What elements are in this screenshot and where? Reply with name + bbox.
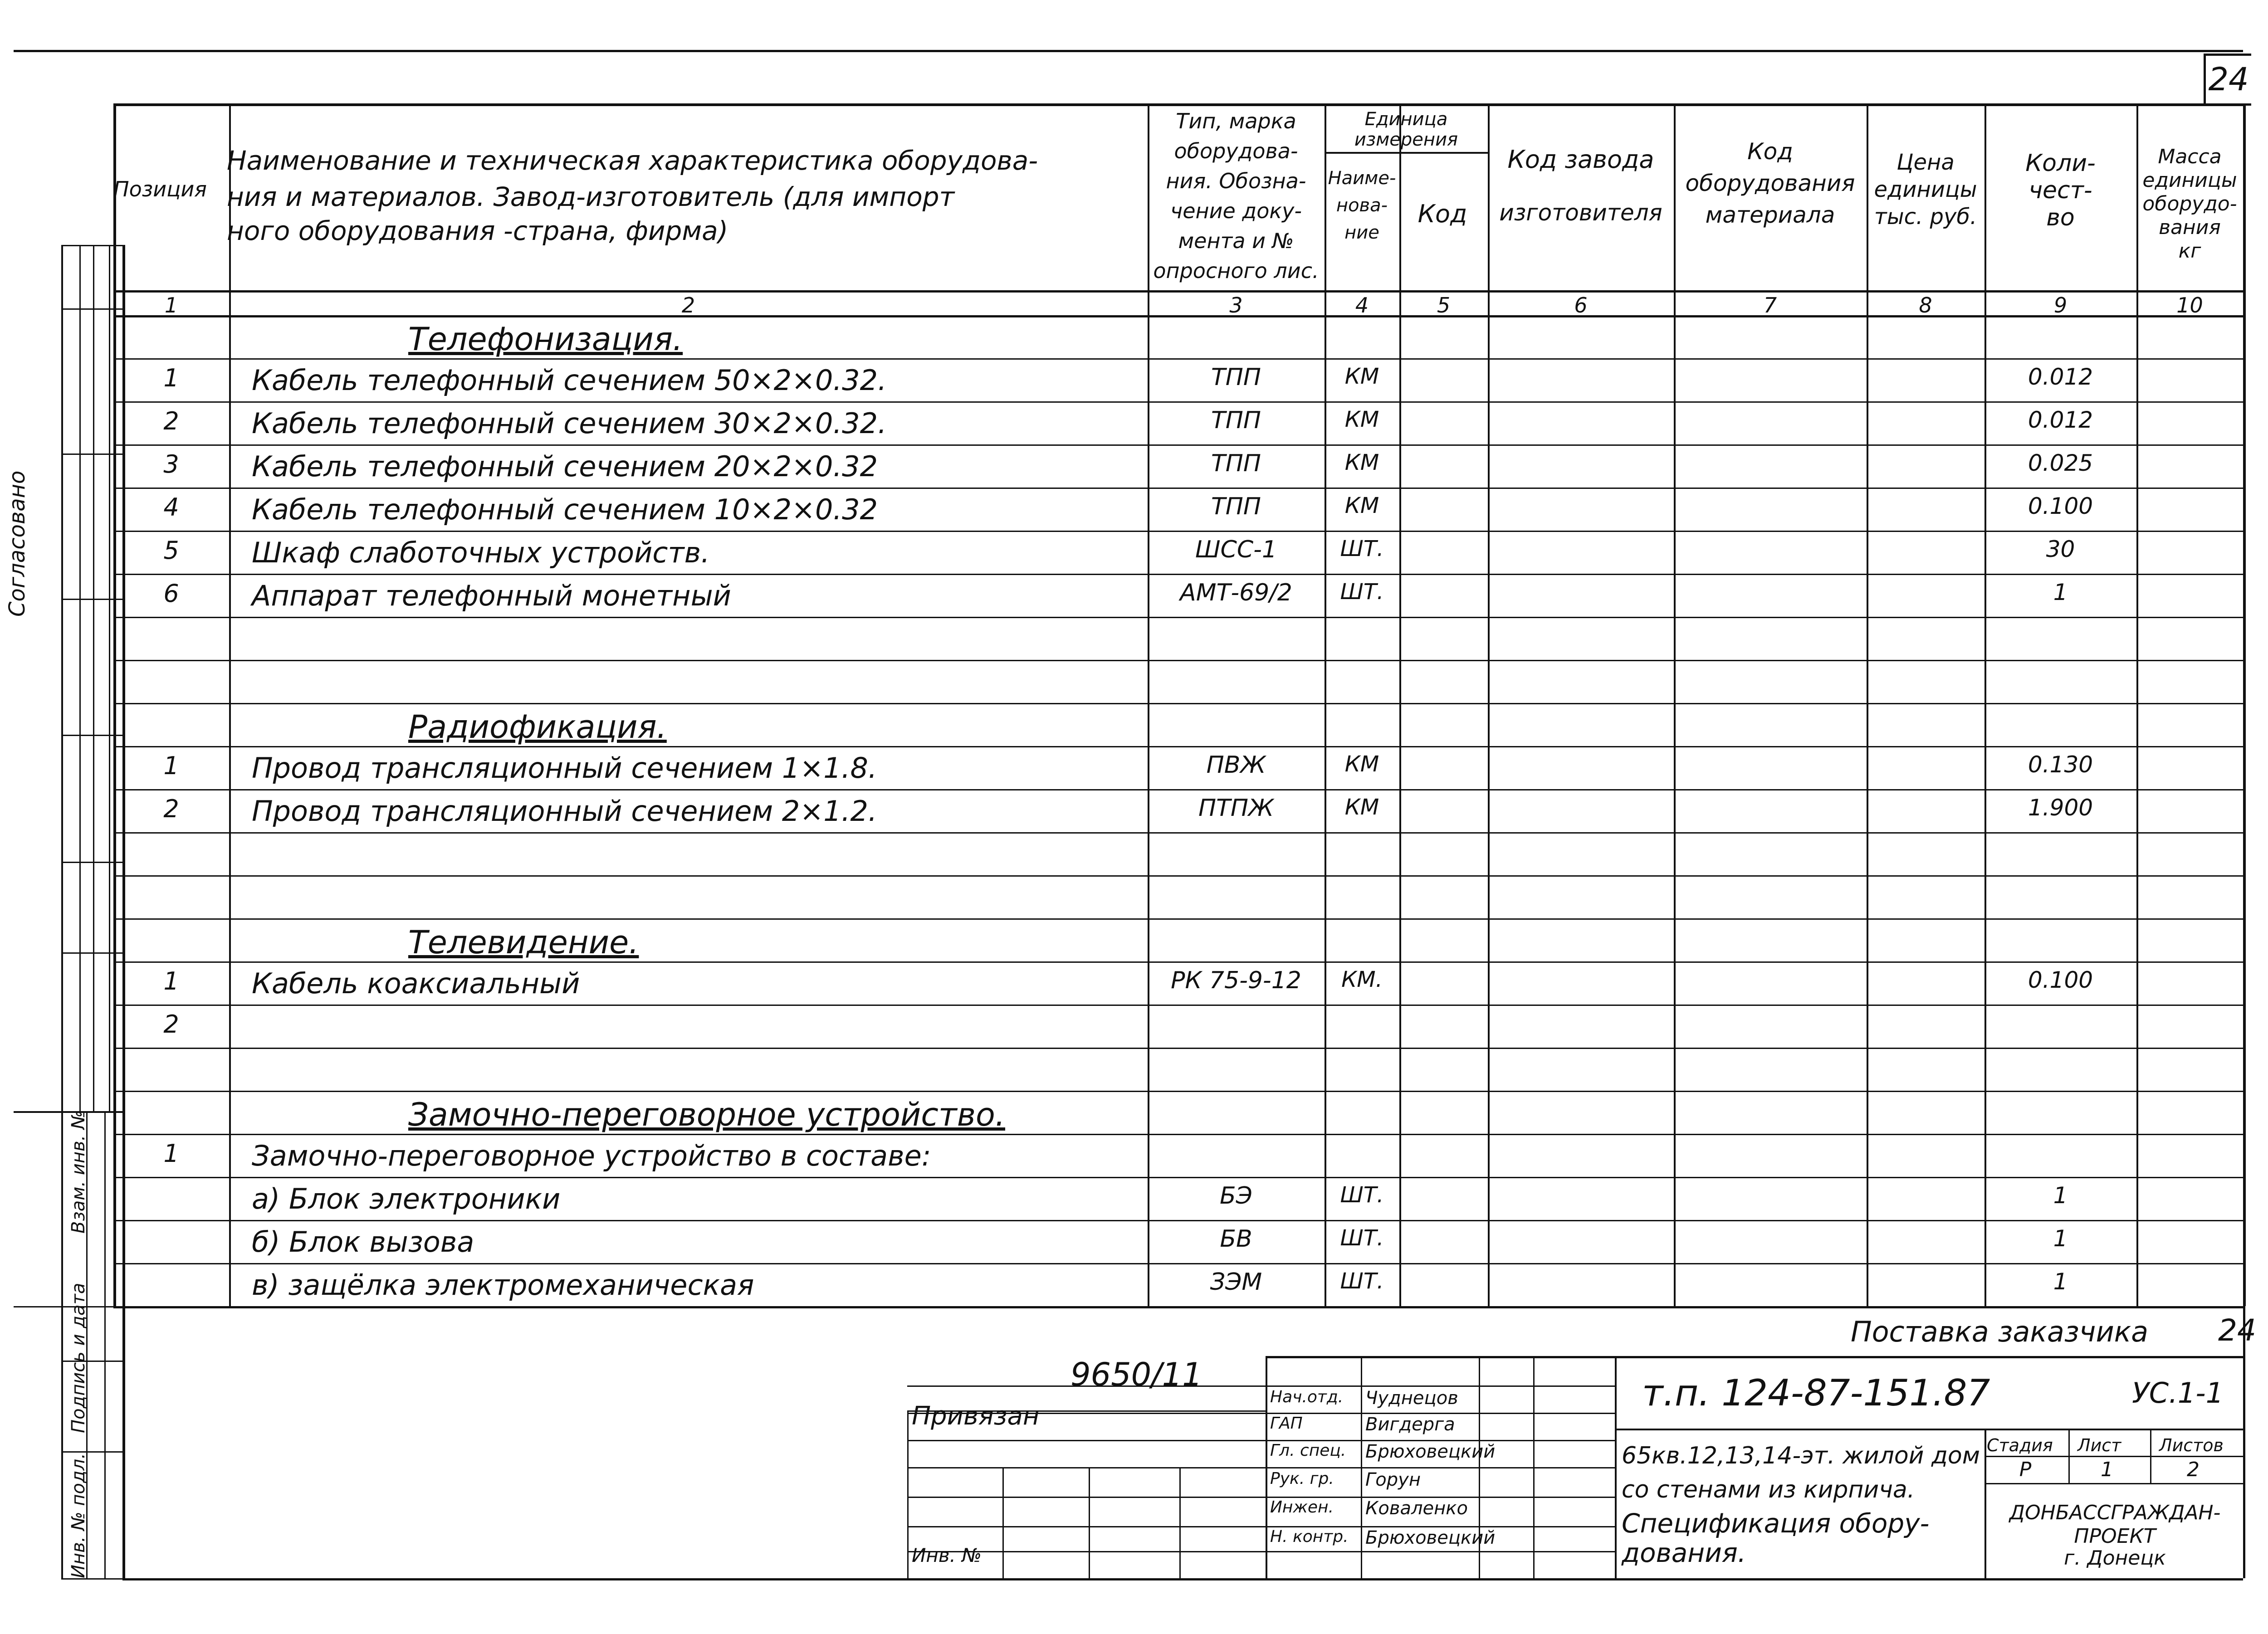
stamp-role: ГАП	[1270, 1414, 1303, 1433]
row-type: ТПП	[1211, 450, 1261, 477]
stamp-role: Гл. спец.	[1270, 1441, 1346, 1460]
row-unit: ШТ.	[1340, 1268, 1384, 1294]
row-name: б) Блок вызова	[252, 1225, 474, 1258]
column-number: 2	[681, 293, 695, 317]
row-type: АМТ-69/2	[1180, 579, 1292, 606]
row-name: Кабель коаксиальный	[252, 967, 580, 1000]
column-number: 3	[1229, 293, 1243, 317]
header-type-line-3: ния. Обозна-	[1166, 169, 1306, 193]
row-position: 1	[163, 364, 179, 392]
stamp-name: Вигдерга	[1365, 1414, 1455, 1435]
page-number: 24	[2204, 54, 2251, 106]
stage-value: Р	[2019, 1458, 2032, 1481]
column-number: 6	[1574, 293, 1588, 317]
row-type: ЗЭМ	[1210, 1268, 1262, 1296]
side-stamp-inv: Инв. № подл.	[68, 1453, 89, 1578]
row-unit: КМ	[1344, 364, 1379, 389]
row-position: 3	[163, 450, 179, 478]
side-label-agreed: Согласовано	[5, 470, 30, 617]
row-name: Кабель телефонный сечением 50×2×0.32.	[252, 364, 887, 397]
row-qty: 0.100	[2028, 967, 2093, 993]
row-qty: 0.130	[2028, 751, 2093, 778]
row-position: 5	[163, 536, 179, 565]
header-type-line-5: мента и №	[1178, 229, 1294, 253]
header-unit-2: измерения	[1354, 129, 1458, 150]
row-qty: 1	[2053, 579, 2068, 605]
header-name-2: ния и материалов. Завод-изготовитель (для импорт	[227, 181, 955, 212]
row-unit: ШТ.	[1340, 1182, 1384, 1208]
row-unit: КМ	[1344, 795, 1379, 820]
row-qty: 0.100	[2028, 493, 2093, 519]
row-qty: 1.900	[2028, 795, 2093, 821]
header-factory-2: изготовителя	[1499, 200, 1662, 226]
row-position: 1	[163, 967, 179, 995]
doc-code: т.п. 124-87-151.87	[1642, 1372, 1990, 1414]
doc-title-1: 65кв.12,13,14-эт. жилой дом	[1622, 1442, 1980, 1469]
row-qty: 1	[2053, 1268, 2068, 1295]
row-position: 4	[163, 493, 179, 522]
org-2: ПРОЕКТ	[2074, 1525, 2156, 1548]
row-unit: КМ.	[1341, 967, 1383, 992]
row-unit: КМ	[1344, 450, 1379, 475]
header-name-3: ного оборудования -страна, фирма)	[227, 215, 728, 246]
row-name: Провод трансляционный сечением 2×1.2.	[252, 795, 877, 828]
header-material-line-2: оборудования	[1685, 170, 1855, 196]
sheets-value: 2	[2187, 1458, 2200, 1481]
header-unit-name-line-3: ние	[1344, 222, 1379, 243]
header-price-line-2: единицы	[1874, 177, 1977, 202]
header-mass-line-3: оборудо-	[2142, 192, 2237, 215]
row-qty: 1	[2053, 1225, 2068, 1252]
stamp-name: Брюховецкий	[1365, 1527, 1496, 1548]
stamp-role: Н. контр.	[1270, 1527, 1349, 1546]
row-type: РК 75-9-12	[1171, 967, 1301, 994]
header-name-1: Наименование и техническая характеристика оборудова-	[227, 145, 1038, 176]
row-name: Аппарат телефонный монетный	[252, 579, 731, 612]
row-type: ШСС-1	[1195, 536, 1277, 563]
header-mass-line-2: единицы	[2142, 169, 2237, 192]
row-position: 2	[163, 1010, 179, 1039]
header-pos: Позиция	[113, 177, 207, 201]
header-material-line-1: Код	[1747, 138, 1793, 165]
column-number: 7	[1763, 293, 1777, 317]
row-name: в) защёлка электромеханическая	[252, 1268, 754, 1302]
sheet-label: Лист	[2077, 1435, 2121, 1455]
stamp-name: Горун	[1365, 1469, 1421, 1490]
header-qty-line-3: во	[2046, 204, 2075, 231]
org-1: ДОНБАССГРАЖДАН-	[2009, 1501, 2221, 1524]
row-unit: КМ	[1344, 751, 1379, 777]
row-position: 6	[163, 579, 179, 608]
org-3: г. Донецк	[2064, 1546, 2166, 1570]
row-type: ПВЖ	[1206, 751, 1266, 779]
supply-note: Поставка заказчика	[1851, 1315, 2149, 1348]
column-number: 9	[2053, 293, 2068, 317]
sheets-label: Листов	[2159, 1435, 2224, 1455]
row-position: 1	[163, 1139, 179, 1168]
header-qty-line-1: Коли-	[2025, 150, 2096, 177]
supply-number: 24	[2218, 1313, 2256, 1348]
row-type: ТПП	[1211, 407, 1261, 434]
header-type-line-2: оборудова-	[1174, 139, 1298, 163]
row-type: ТПП	[1211, 364, 1261, 391]
header-qty-line-2: чест-	[2028, 177, 2092, 204]
header-mass-line-1: Масса	[2158, 145, 2222, 168]
row-qty: 1	[2053, 1182, 2068, 1209]
header-price-line-1: Цена	[1897, 150, 1955, 175]
stamp-role: Инжен.	[1270, 1498, 1334, 1517]
row-name: Кабель телефонный сечением 10×2×0.32	[252, 493, 878, 526]
doc-title-3: Спецификация обору-	[1622, 1508, 1930, 1539]
row-unit: ШТ.	[1340, 579, 1384, 605]
stage-label: Стадия	[1987, 1435, 2053, 1455]
row-qty: 30	[2046, 536, 2075, 562]
doc-title-4: дования.	[1622, 1537, 1746, 1568]
stamp-name: Брюховецкий	[1365, 1441, 1496, 1462]
header-mass-line-5: кг	[2178, 239, 2201, 263]
row-name: Провод трансляционный сечением 1×1.8.	[252, 751, 877, 785]
row-type: БВ	[1220, 1225, 1252, 1253]
column-number: 4	[1355, 293, 1369, 317]
header-type-line-4: чение доку-	[1170, 199, 1302, 223]
doc-mark: УС.1-1	[2132, 1376, 2224, 1410]
stamp-role: Нач.отд.	[1270, 1388, 1344, 1406]
column-number: 5	[1437, 293, 1451, 317]
row-type: ПТПЖ	[1198, 795, 1274, 822]
row-position: 1	[163, 751, 179, 780]
column-number: 1	[164, 293, 178, 317]
sheet-value: 1	[2101, 1458, 2113, 1481]
side-stamp-replace: Взам. инв. №	[68, 1110, 89, 1234]
stamp-inv: Инв. №	[912, 1544, 982, 1566]
column-number: 10	[2176, 293, 2203, 317]
row-unit: ШТ.	[1340, 536, 1384, 561]
row-name: Замочно-переговорное устройство в составе:	[252, 1139, 931, 1172]
header-unit-1: Единица	[1364, 109, 1448, 130]
header-material-line-3: материала	[1705, 202, 1835, 228]
header-type-line-6: опросного лис.	[1153, 259, 1319, 283]
section-title: Радиофикация.	[408, 708, 667, 746]
header-factory-1: Код завода	[1507, 145, 1654, 174]
row-unit: ШТ.	[1340, 1225, 1384, 1251]
section-title: Телевидение.	[408, 924, 639, 961]
header-unit-name-line-2: нова-	[1336, 195, 1388, 216]
row-position: 2	[163, 795, 179, 823]
header-price-line-3: тыс. руб.	[1874, 204, 1977, 229]
row-qty: 0.012	[2028, 407, 2093, 433]
header-unit-code: Код	[1418, 200, 1467, 228]
stamp-role: Рук. гр.	[1270, 1469, 1334, 1488]
section-title: Телефонизация.	[408, 321, 683, 358]
row-unit: КМ	[1344, 493, 1379, 518]
stamp-number: 9650/11	[1070, 1356, 1202, 1393]
row-qty: 0.012	[2028, 364, 2093, 390]
row-name: Кабель телефонный сечением 30×2×0.32.	[252, 407, 887, 440]
column-number: 8	[1919, 293, 1932, 317]
row-type: БЭ	[1220, 1182, 1252, 1210]
header-type-line-1: Тип, марка	[1176, 109, 1296, 133]
header-mass-line-4: вания	[2159, 216, 2221, 239]
doc-title-2: со стенами из кирпича.	[1622, 1476, 1915, 1503]
row-position: 2	[163, 407, 179, 435]
header-unit-name-line-1: Наиме-	[1328, 168, 1396, 189]
stamp-privyazan: Привязан	[912, 1401, 1040, 1431]
row-qty: 0.025	[2028, 450, 2093, 476]
section-title: Замочно-переговорное устройство.	[408, 1096, 1006, 1133]
side-stamp-sign: Подпись и дата	[68, 1283, 89, 1433]
row-unit: КМ	[1344, 407, 1379, 432]
row-name: а) Блок электроники	[252, 1182, 561, 1215]
row-name: Шкаф слаботочных устройств.	[252, 536, 710, 569]
stamp-name: Чуднецов	[1365, 1388, 1458, 1409]
stamp-name: Коваленко	[1365, 1498, 1468, 1519]
row-type: ТПП	[1211, 493, 1261, 520]
row-name: Кабель телефонный сечением 20×2×0.32	[252, 450, 878, 483]
